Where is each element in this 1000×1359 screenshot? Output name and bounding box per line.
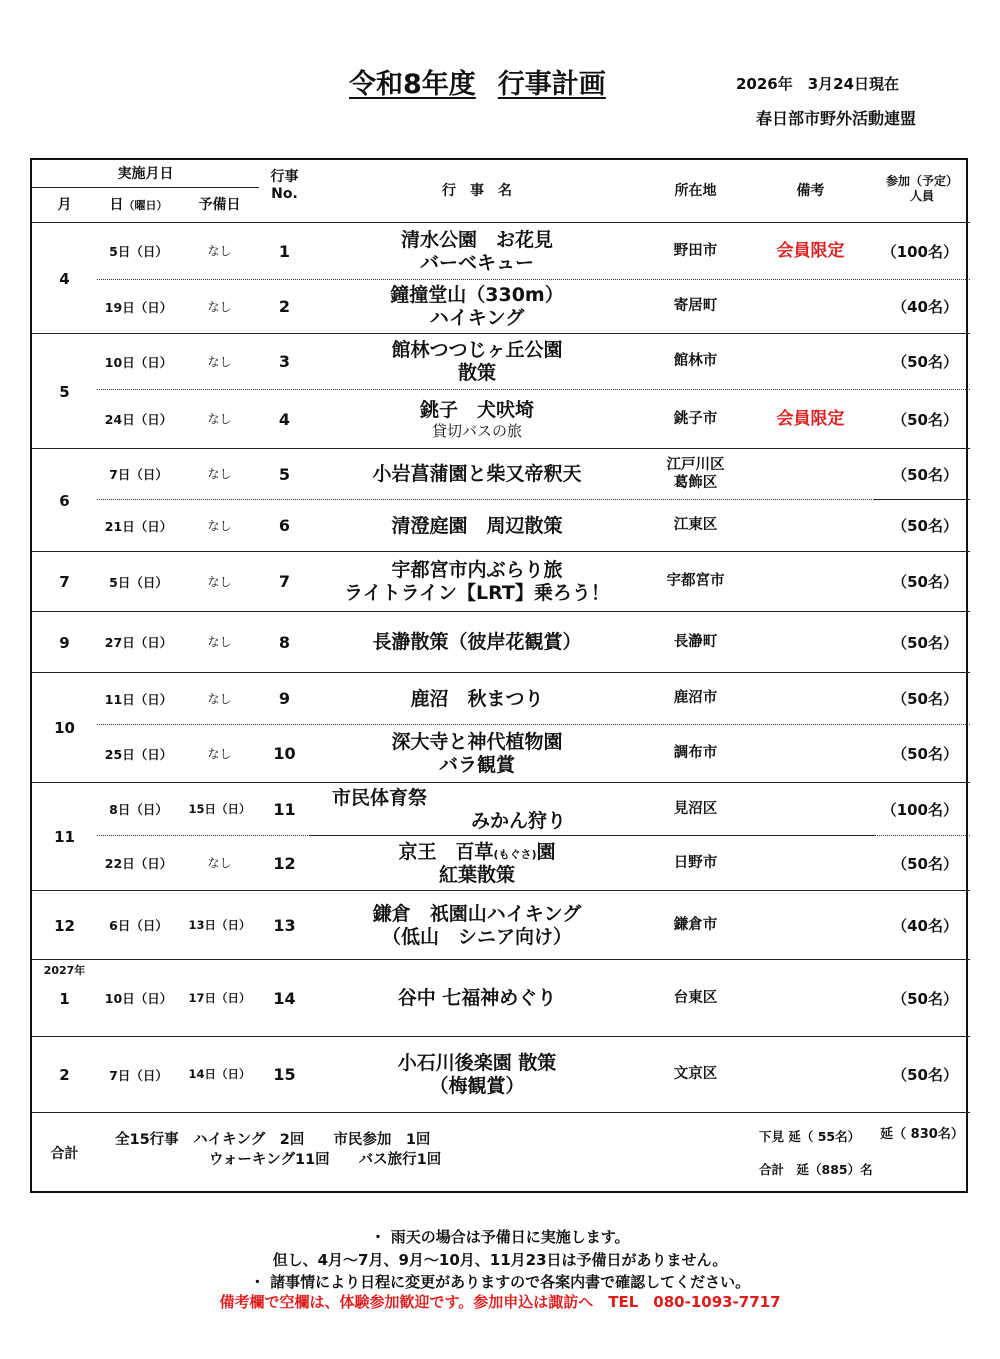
- event-name-line1-suffix: 園: [536, 840, 556, 863]
- event-name-line2: （低山 シニア向け）: [381, 925, 572, 948]
- event-remarks: [747, 449, 874, 500]
- event-name: [310, 223, 644, 280]
- event-name-line2: バラ観賞: [438, 754, 515, 776]
- event-location-value: 宇都宮市: [666, 573, 725, 590]
- month-value: 2: [59, 1066, 70, 1084]
- event-participants-value: （50名）: [892, 989, 958, 1008]
- event-date: [97, 612, 180, 673]
- summary-remarks: [747, 1113, 874, 1195]
- event-number: [259, 891, 310, 960]
- event-location-value: 長瀞町: [673, 633, 718, 650]
- spare-date: [180, 500, 259, 552]
- event-name: [310, 673, 644, 725]
- spare-date: [180, 960, 259, 1037]
- event-name-line2: みかん狩り: [470, 809, 566, 832]
- event-name: [310, 725, 644, 783]
- header-event-name: [310, 160, 644, 223]
- as-of-date: 2026年 3月24日現在: [736, 75, 900, 93]
- event-name-line2: バーベキュー: [419, 251, 534, 274]
- event-remarks-value: 会員限定: [776, 241, 845, 262]
- header-location-label: 所在地: [674, 183, 717, 200]
- event-remarks: [747, 500, 874, 552]
- event-remarks: [747, 552, 874, 612]
- event-date-value: 8日（日）: [109, 802, 168, 817]
- event-location: [644, 223, 747, 280]
- summary-preview-count: 下見 延（ 55名）: [759, 1129, 861, 1144]
- event-participants: [874, 725, 970, 783]
- event-participants: [874, 280, 970, 334]
- event-number-value: 2: [278, 297, 291, 317]
- header-month: [32, 188, 97, 223]
- event-participants: [874, 390, 970, 449]
- spare-date: [180, 280, 259, 334]
- spare-date: [180, 390, 259, 449]
- spare-date: [180, 725, 259, 783]
- header-day: [97, 188, 180, 223]
- event-name-line1: 小岩菖蒲園と柴又帝釈天: [372, 463, 582, 486]
- month-cell: [32, 1037, 97, 1113]
- month-value: 6: [59, 491, 70, 510]
- event-participants: [874, 891, 970, 960]
- event-participants-value: （100名）: [881, 242, 958, 261]
- event-name-line1: 長瀞散策（彼岸花観賞）: [372, 631, 582, 654]
- event-name-line2: ハイキング: [429, 307, 525, 329]
- month-cell: [32, 449, 97, 552]
- spare-date-value: なし: [207, 691, 232, 706]
- header-day-label: 日: [109, 197, 124, 214]
- event-participants: [874, 449, 970, 500]
- event-date: [97, 500, 180, 552]
- event-name-line1: 京王 百草: [398, 840, 494, 863]
- event-location: [644, 960, 747, 1037]
- event-date-value: 5日（日）: [109, 244, 168, 259]
- event-number: [259, 449, 310, 500]
- event-participants-value: （50名）: [892, 633, 958, 652]
- event-date: [97, 552, 180, 612]
- event-number-value: 4: [278, 409, 291, 429]
- event-location-value: 鹿沼市: [673, 690, 718, 707]
- event-location: [644, 673, 747, 725]
- event-number-value: 6: [278, 516, 291, 536]
- event-remarks: [747, 223, 874, 280]
- event-number: [259, 673, 310, 725]
- event-location-value: 江東区: [673, 517, 718, 534]
- event-participants: [874, 612, 970, 673]
- event-location: [644, 334, 747, 390]
- event-location: [644, 783, 747, 836]
- event-remarks: [747, 891, 874, 960]
- event-remarks: [747, 334, 874, 390]
- spare-date: [180, 334, 259, 390]
- event-date: [97, 1037, 180, 1113]
- header-date-group: [32, 160, 259, 188]
- spare-date-value: 14日（日）: [188, 1067, 251, 1082]
- event-number: [259, 1037, 310, 1113]
- summary-label-text: 合計: [50, 1145, 79, 1162]
- event-number: [259, 500, 310, 552]
- month-value: 10: [54, 719, 75, 737]
- event-number: [259, 552, 310, 612]
- month-cell: [32, 960, 97, 1037]
- row-divider: [32, 187, 259, 188]
- event-date-value: 21日（日）: [104, 518, 173, 534]
- spare-date: [180, 673, 259, 725]
- header-location: [644, 160, 747, 223]
- spare-date: [180, 783, 259, 836]
- event-name-line1: 宇都宮市内ぶらり旅: [391, 559, 563, 582]
- summary-line2: ウォーキング11回 バス旅行1回: [209, 1152, 442, 1168]
- event-number: [259, 960, 310, 1037]
- event-number-value: 7: [278, 572, 291, 592]
- spare-date: [180, 552, 259, 612]
- event-date: [97, 891, 180, 960]
- event-name-line2: 紅葉散策: [438, 863, 515, 886]
- event-date-value: 6日（日）: [109, 918, 168, 933]
- spare-date-value: なし: [207, 467, 232, 482]
- event-participants-value: （40名）: [892, 916, 958, 935]
- summary-total-count: 合計 延（885）名: [759, 1162, 873, 1177]
- event-location-line2: 葛飾区: [673, 474, 718, 491]
- event-participants: [874, 1037, 970, 1113]
- spare-date: [180, 223, 259, 280]
- spare-date: [180, 449, 259, 500]
- event-location: [644, 725, 747, 783]
- event-name: [310, 390, 644, 449]
- event-name-line1: 鎌倉 祇園山ハイキング: [372, 902, 582, 925]
- month-value: 4: [59, 269, 70, 288]
- event-location-value: 調布市: [673, 745, 718, 762]
- event-location: [644, 500, 747, 552]
- event-number: [259, 836, 310, 891]
- spare-date-value: なし: [207, 635, 232, 650]
- spare-date-value: なし: [207, 412, 232, 427]
- month-value: 9: [59, 633, 70, 652]
- event-date: [97, 334, 180, 390]
- page-title: [349, 62, 606, 101]
- spare-date: [180, 612, 259, 673]
- summary-label: [32, 1113, 97, 1195]
- organization-name: 春日部市野外活動連盟: [756, 109, 917, 128]
- event-name-line1: 鐘撞堂山（330m）: [390, 284, 564, 307]
- event-date: [97, 783, 180, 836]
- year-label: 2027年: [43, 964, 86, 977]
- event-number-value: 13: [273, 915, 296, 935]
- event-number-value: 1: [278, 241, 291, 261]
- event-date: [97, 725, 180, 783]
- spare-date-value: なし: [207, 574, 232, 589]
- event-remarks: [747, 1037, 874, 1113]
- event-number-value: 3: [278, 352, 291, 372]
- event-date: [97, 960, 180, 1037]
- month-cell: [32, 673, 97, 783]
- event-name-line1: 谷中 七福神めぐり: [397, 987, 557, 1010]
- event-location-value: 野田市: [673, 242, 718, 259]
- event-name-line2: 貸切バスの旅: [431, 421, 522, 440]
- note-rain: ・ 雨天の場合は予備日に実施します。: [370, 1228, 630, 1246]
- event-number-value: 9: [278, 689, 291, 709]
- event-name: [310, 960, 644, 1037]
- event-remarks: [747, 390, 874, 449]
- event-number: [259, 223, 310, 280]
- spare-date-value: 13日（日）: [188, 917, 251, 932]
- event-location-line1: 江戸川区: [666, 457, 725, 474]
- event-date: [97, 390, 180, 449]
- event-date-value: 7日（日）: [109, 1067, 168, 1083]
- event-number: [259, 334, 310, 390]
- event-name-line1: 鹿沼 秋まつり: [410, 687, 544, 710]
- event-location: [644, 280, 747, 334]
- event-number: [259, 725, 310, 783]
- event-remarks: [747, 673, 874, 725]
- event-remarks: [747, 280, 874, 334]
- header-event-no-line2: No.: [271, 185, 298, 202]
- event-location-value: 鎌倉市: [673, 916, 718, 933]
- event-number-value: 14: [273, 988, 296, 1008]
- event-name: [310, 783, 644, 836]
- event-date-value: 25日（日）: [104, 746, 173, 762]
- event-name-line2: ライトライン【LRT】乗ろう！: [344, 582, 610, 604]
- header-remarks: [747, 160, 874, 223]
- event-participants: [874, 673, 970, 725]
- event-participants-value: （50名）: [892, 353, 958, 371]
- event-number-value: 8: [278, 632, 291, 652]
- event-participants-value: （100名）: [881, 800, 958, 819]
- summary-participants: [874, 1113, 970, 1195]
- event-participants-value: （50名）: [892, 1066, 958, 1084]
- note-changes: ・ 諸事情により日程に変更がありますので各案内書で確認してください。: [249, 1273, 751, 1291]
- header-remarks-label: 備考: [796, 183, 825, 200]
- event-location-value: 館林市: [673, 353, 718, 370]
- event-number: [259, 390, 310, 449]
- event-date: [97, 449, 180, 500]
- event-date-value: 27日（日）: [104, 635, 173, 650]
- event-participants-value: （50名）: [892, 745, 958, 763]
- event-date: [97, 223, 180, 280]
- event-date: [97, 280, 180, 334]
- summary-line1: 全15行事 ハイキング 2回 市民参加 1回: [115, 1132, 431, 1149]
- event-remarks: [747, 836, 874, 891]
- event-participants-value: （50名）: [892, 517, 958, 535]
- month-cell: [32, 223, 97, 334]
- event-remarks: [747, 612, 874, 673]
- event-location-value: 文京区: [673, 1066, 718, 1083]
- event-location-value: 銚子市: [673, 410, 718, 427]
- title-text: 行事計画: [497, 69, 606, 100]
- event-participants: [874, 960, 970, 1037]
- event-name-ruby: (もぐさ): [493, 847, 537, 861]
- event-name-line2: 散策: [457, 362, 496, 384]
- summary-location-blank: [644, 1113, 747, 1195]
- title-year: 令和8年度: [349, 69, 476, 100]
- event-location: [644, 449, 747, 500]
- event-number-value: 5: [278, 464, 291, 484]
- event-date-value: 10日（日）: [104, 991, 173, 1006]
- month-cell: [32, 552, 97, 612]
- event-date-value: 5日（日）: [109, 574, 168, 590]
- event-participants: [874, 500, 970, 552]
- event-number: [259, 280, 310, 334]
- event-number-value: 12: [273, 853, 296, 873]
- spare-date-value: 17日（日）: [188, 990, 251, 1005]
- spare-date-value: なし: [207, 746, 232, 761]
- event-location: [644, 612, 747, 673]
- header-spare-day: [180, 188, 259, 223]
- event-name: [310, 280, 644, 334]
- event-location-value: 寄居町: [673, 298, 718, 315]
- spare-date-value: なし: [207, 244, 232, 259]
- event-participants: [874, 334, 970, 390]
- event-location: [644, 552, 747, 612]
- month-cell: [32, 891, 97, 960]
- spare-date: [180, 891, 259, 960]
- event-name: [310, 449, 644, 500]
- event-participants-value: （50名）: [892, 465, 958, 484]
- summary-details: [97, 1113, 644, 1195]
- event-name-line1: 市民体育祭: [332, 786, 428, 809]
- header-event-name-label: 行 事 名: [442, 183, 512, 200]
- note-no-spare: 但し、4月～7月、9月～10月、11月23日は予備日がありません。: [272, 1251, 728, 1269]
- note-contact: 備考欄で空欄は、体験参加歓迎です。参加申込は諏訪へ TEL 080-1093-7717: [219, 1293, 781, 1311]
- event-schedule-table: [30, 158, 968, 1193]
- event-location-value: 見沼区: [673, 800, 718, 817]
- event-name: [310, 1037, 644, 1113]
- spare-date-value: なし: [207, 518, 232, 533]
- spare-date-value: なし: [207, 856, 232, 871]
- event-location: [644, 390, 747, 449]
- spare-date: [180, 1037, 259, 1113]
- month-value: 11: [54, 828, 75, 846]
- month-cell: [32, 334, 97, 449]
- event-name: [310, 612, 644, 673]
- event-location: [644, 1037, 747, 1113]
- event-remarks: [747, 725, 874, 783]
- header-day-suffix: （曜日）: [123, 198, 168, 212]
- event-date-value: 11日（日）: [104, 691, 173, 707]
- event-date-value: 19日（日）: [104, 299, 173, 315]
- spare-date-value: 15日（日）: [188, 801, 251, 816]
- event-participants-value: （40名）: [892, 298, 958, 316]
- header-event-no: [259, 160, 310, 223]
- event-location: [644, 891, 747, 960]
- event-location-value: 日野市: [673, 854, 718, 871]
- spare-date-value: なし: [207, 354, 232, 369]
- event-participants-value: （50名）: [892, 854, 958, 873]
- event-participants: [874, 836, 970, 891]
- header-participants-line1: 参加（予定）: [885, 174, 958, 189]
- event-name-line1: 清水公園 お花見: [400, 228, 553, 251]
- month-cell: [32, 783, 97, 891]
- event-number-value: 15: [273, 1065, 296, 1085]
- event-remarks-value: 会員限定: [776, 409, 845, 430]
- header-month-label: 月: [57, 197, 72, 214]
- event-participants-value: （50名）: [892, 410, 958, 429]
- event-participants: [874, 223, 970, 280]
- event-date-value: 7日（日）: [109, 467, 168, 482]
- event-location: [644, 836, 747, 891]
- event-name-line1: 深大寺と神代植物園: [391, 731, 563, 754]
- header-participants-line2: 人員: [909, 188, 934, 203]
- event-remarks: [747, 960, 874, 1037]
- event-date-value: 10日（日）: [104, 354, 173, 370]
- event-date-value: 22日（日）: [104, 856, 173, 871]
- event-name: [310, 836, 644, 891]
- event-number-value: 10: [273, 744, 296, 764]
- event-remarks: [747, 783, 874, 836]
- event-location-value: 台東区: [673, 989, 718, 1006]
- event-name: [310, 500, 644, 552]
- event-participants: [874, 552, 970, 612]
- event-name-line1: 銚子 犬吠埼: [419, 399, 534, 422]
- header-spare-day-label: 予備日: [198, 197, 241, 214]
- event-name: [310, 552, 644, 612]
- month-value: 1: [59, 989, 70, 1008]
- header-event-no-line1: 行事: [270, 168, 299, 185]
- event-name: [310, 891, 644, 960]
- event-participants-value: （50名）: [892, 573, 958, 591]
- summary-participants-value: 延（ 830名）: [880, 1127, 964, 1142]
- event-name-line1: 館林つつじヶ丘公園: [391, 339, 563, 362]
- event-participants-value: （50名）: [892, 690, 958, 708]
- event-date: [97, 836, 180, 891]
- header-participants: [874, 160, 970, 223]
- event-date-value: 24日（日）: [104, 412, 173, 427]
- spare-date-value: なし: [207, 299, 232, 314]
- event-name-line1: 清澄庭園 周辺散策: [391, 514, 563, 537]
- event-name: [310, 334, 644, 390]
- month-value: 5: [59, 382, 70, 401]
- event-name-line2: （梅観賞）: [429, 1075, 525, 1097]
- event-number-value: 11: [273, 799, 296, 819]
- event-name-line1: 小石川後楽園 散策: [397, 1052, 557, 1075]
- event-date: [97, 673, 180, 725]
- month-value: 12: [54, 916, 75, 935]
- event-participants: [874, 783, 970, 836]
- month-value: 7: [59, 573, 70, 591]
- event-number: [259, 783, 310, 836]
- month-cell: [32, 612, 97, 673]
- event-number: [259, 612, 310, 673]
- header-date-group-label: 実施月日: [117, 165, 174, 182]
- spare-date: [180, 836, 259, 891]
